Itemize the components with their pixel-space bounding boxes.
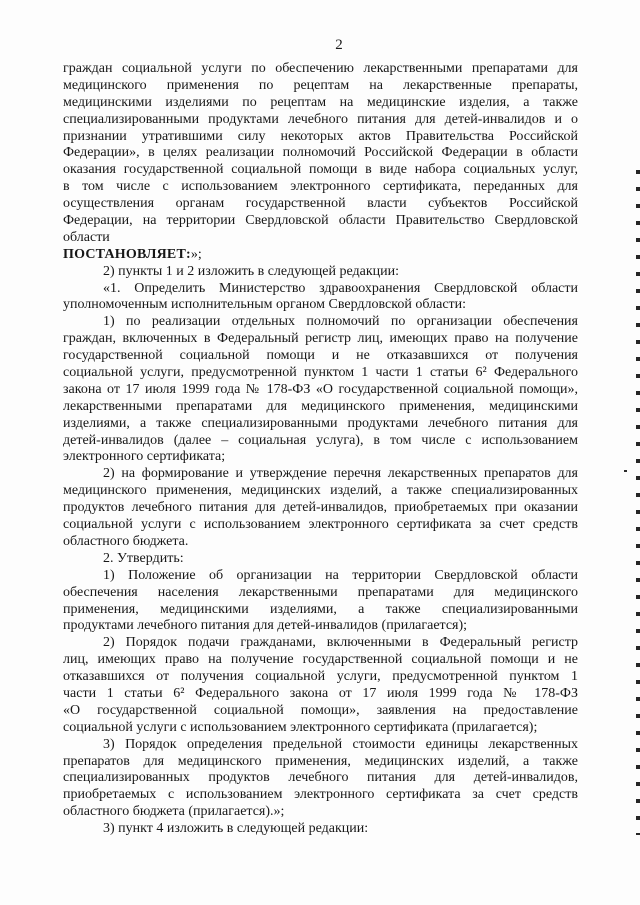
- text-line: областного бюджета (прилагается).»;: [63, 804, 285, 820]
- text-line: Федерации», в целях реализации полномочий Российской Федерации в области: [63, 145, 578, 161]
- text-line: приобретаемых с использованием электронного сертификата за счет средств: [63, 787, 578, 803]
- text-line: [63, 247, 578, 264]
- text-line: уполномоченным исполнительным органом Свердловской области:: [63, 297, 467, 313]
- text-line: социальной услуги, предусмотренной пунктом 1 части 1 статьи 6² Федерального: [63, 365, 578, 381]
- text-line: лиц, имеющих право на получение государственной социальной помощи и не: [63, 652, 578, 668]
- text-line: препаратов для медицинского применения, медицинских изделий, а также: [63, 753, 578, 769]
- text-line: части 1 статьи 6² Федерального закона от 17 июля 1999 года № 178-ФЗ: [63, 685, 578, 701]
- text-line: 1) Положение об организации на территории Свердловской области: [103, 567, 578, 583]
- text-line: 3) пункт 4 изложить в следующей редакции:: [103, 821, 369, 837]
- text-line: 2) Порядок подачи гражданами, включенными в Федеральный регистр: [103, 635, 578, 651]
- page-number: 2: [335, 37, 343, 53]
- text-run: »;: [190, 246, 202, 262]
- text-line: «1. Определить Министерство здравоохранения Свердловской области: [103, 280, 578, 296]
- resolution-keyword: ПОСТАНОВЛЯЕТ:: [63, 246, 191, 262]
- text-line: 2. Утвердить:: [103, 550, 184, 566]
- text-line: медицинского применения, медицинских изделий, а также специализированных: [63, 483, 578, 499]
- text-line: продуктов лечебного питания для детей-инвалидов, приобретаемых при оказании: [63, 500, 578, 516]
- text-line: специализированными продуктами лечебного питания для детей-инвалидов и о: [63, 111, 578, 127]
- text-line: 2) пункты 1 и 2 изложить в следующей редакции:: [103, 263, 400, 279]
- text-line: медицинскими изделиями по рецептам на медицинские изделия, а также: [63, 94, 578, 110]
- text-line: «О государственной социальной помощи», заявления на предоставление: [63, 702, 578, 718]
- text-line: изделиями, а также специализированными продуктами лечебного питания для: [63, 415, 578, 431]
- text-line: области: [63, 229, 110, 245]
- text-line: социальной услуги с использованием электронного сертификата (прилагается);: [63, 719, 538, 735]
- text-line: лекарственными препаратами для медицинского применения, медицинскими: [63, 398, 578, 414]
- text-line: продуктами лечебного питания для детей-инвалидов (прилагается);: [63, 618, 468, 634]
- text-line: применения, медицинскими изделиями, а также специализированными: [63, 601, 578, 617]
- text-line: 1) по реализации отдельных полномочий по организации обеспечения: [103, 314, 578, 330]
- text-line: оказания государственной социальной помощи в виде набора социальных услуг,: [63, 162, 578, 178]
- text-line: обеспечения населения лекарственными препаратами для медицинского: [63, 584, 578, 600]
- text-line: 2) на формирование и утверждение перечня лекарственных препаратов для: [103, 466, 578, 482]
- text-line: 3) Порядок определения предельной стоимости единицы лекарственных: [103, 736, 578, 752]
- text-line: электронного сертификата;: [63, 449, 226, 465]
- document-text: [63, 61, 578, 838]
- text-line: отказавшихся от получения социальной услуги, предусмотренной пунктом 1: [63, 669, 578, 685]
- text-line: детей-инвалидов (далее – социальная услуга), в том числе с использованием: [63, 432, 578, 448]
- text-line: в том числе с использованием электронного сертификата, переданных для: [63, 179, 578, 195]
- text-line: специализированных продуктов лечебного питания для детей-инвалидов,: [63, 770, 578, 786]
- text-line: медицинского применения по рецептам на лекарственные препараты,: [63, 77, 578, 93]
- text-line: граждан, включенных в Федеральный регистр лиц, имеющих право на получение: [63, 331, 578, 347]
- text-line: признании утратившими силу некоторых актов Правительства Российской: [63, 128, 578, 144]
- scan-edge-artifact: [636, 170, 640, 835]
- text-line: закона от 17 июля 1999 года № 178-ФЗ «О государственной социальной помощи»,: [63, 381, 578, 397]
- text-line: областного бюджета.: [63, 533, 189, 549]
- text-line: государственной социальной помощи и не отказавшихся от получения: [63, 348, 578, 364]
- text-line: Федерации, на территории Свердловской области Правительство Свердловской: [63, 213, 578, 229]
- text-line: осуществления органам государственной власти субъектов Российской: [63, 196, 578, 212]
- scan-speck-artifact: [624, 470, 627, 472]
- text-line: граждан социальной услуги по обеспечению лекарственными препаратами для: [63, 61, 578, 76]
- text-line: социальной услуги с использованием электронного сертификата за счет средств: [63, 517, 578, 533]
